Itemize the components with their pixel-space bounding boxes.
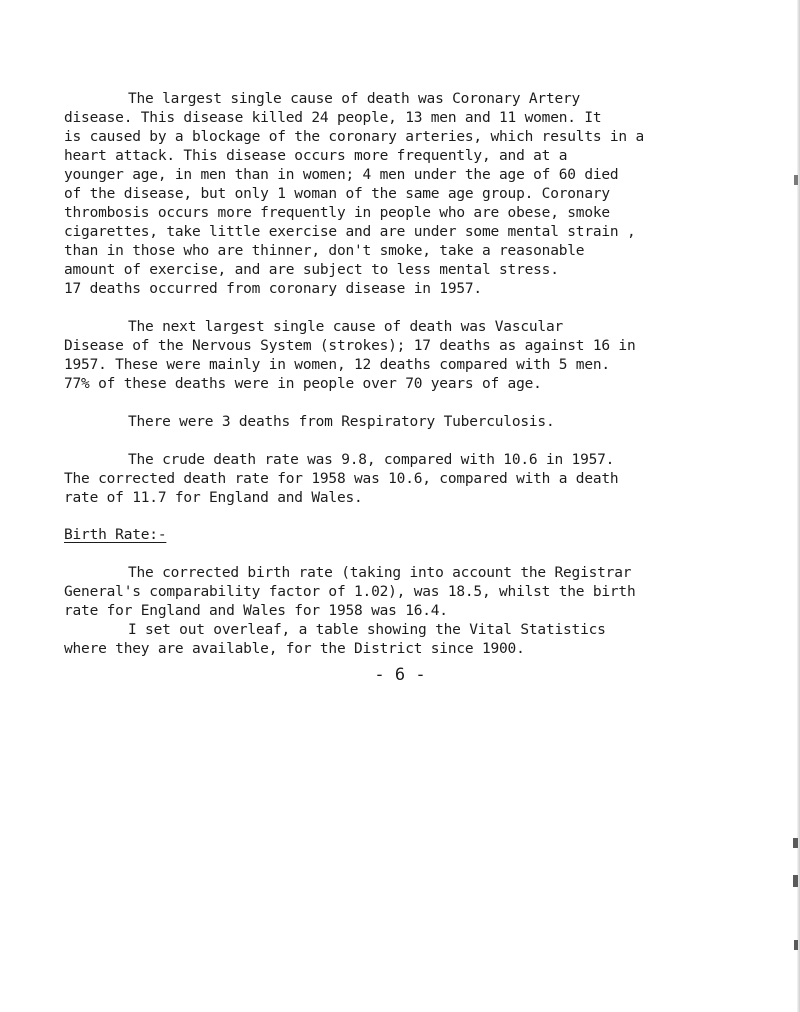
text-line: rate of 11.7 for England and Wales. [64,490,363,506]
text-line: There were 3 deaths from Respiratory Tuberculosis. [128,414,555,430]
scan-mark [793,838,798,848]
text-line: rate for England and Wales for 1958 was 16.4. [64,603,448,619]
text-line: Disease of the Nervous System (strokes); 17 deaths as against 16 in [64,338,636,354]
text-line: younger age, in men than in women; 4 men under the age of 60 died [64,167,619,183]
text-line: cigarettes, take little exercise and are under some mental strain , [64,224,636,240]
text-line: of the disease, but only 1 woman of the same age group. Coronary [64,186,610,202]
text-line: where they are available, for the District since 1900. [64,641,525,657]
text-line: The largest single cause of death was Coronary Artery [128,91,581,107]
text-line: General's comparability factor of 1.02), was 18.5, whilst the birth [64,584,636,600]
page-number: - 6 - [374,665,426,685]
text-line: The corrected death rate for 1958 was 10.6, compared with a death [64,471,619,487]
text-line: than in those who are thinner, don't smoke, take a reasonable [64,243,585,259]
text-line: 1957. These were mainly in women, 12 deaths compared with 5 men. [64,357,610,373]
scan-mark [794,940,798,950]
text-line: amount of exercise, and are subject to less mental stress. [64,262,559,278]
scan-mark [794,175,798,185]
text-line: The corrected birth rate (taking into account the Registrar [128,565,632,581]
text-line: The crude death rate was 9.8, compared with 10.6 in 1957. [128,452,615,468]
paragraph-vital-statistics [0,621,606,697]
text-line: thrombosis occurs more frequently in people who are obese, smoke [64,205,610,221]
section-heading: Birth Rate:- [64,527,167,543]
text-line: I set out overleaf, a table showing the Vital Statistics [128,622,606,638]
text-line: 17 deaths occurred from coronary disease in 1957. [64,281,482,297]
text-line: is caused by a blockage of the coronary arteries, which results in a [64,129,645,145]
text-line: disease. This disease killed 24 people, 13 men and 11 women. It [64,110,602,126]
text-line: heart attack. This disease occurs more frequently, and at a [64,148,568,164]
text-line: The next largest single cause of death was Vascular [128,319,564,335]
text-line: 77% of these deaths were in people over 70 years of age. [64,376,542,392]
scan-mark [793,875,798,887]
